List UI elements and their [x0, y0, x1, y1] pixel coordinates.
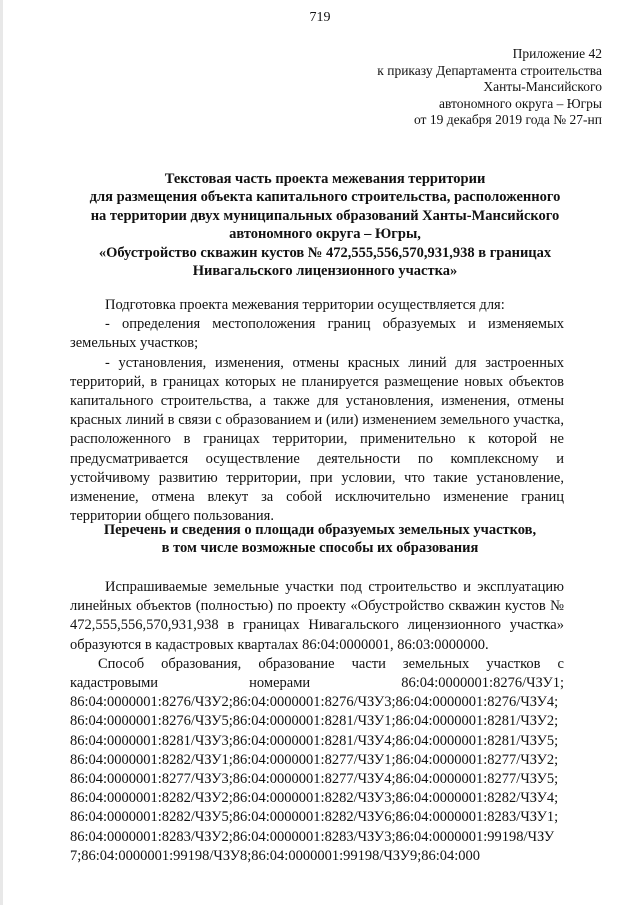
document-title: [60, 170, 590, 280]
appendix-line: к приказу Департамента строительства: [377, 62, 602, 78]
kadastr-word: кадастровыми: [70, 675, 159, 692]
appendix-line: Приложение 42: [512, 46, 602, 61]
title-line: «Обустройство скважин кустов № 472,555,556,570,931,938 в границах: [98, 244, 552, 261]
kadastr-word: 86:04:0000001:8276/ЧЗУ1;: [401, 675, 564, 692]
appendix-line: от 19 декабря 2019 года № 27-нп: [413, 112, 602, 128]
intro-paragraph: - установления, изменения, отмены красных линий для застроенных территорий, в границах которых не планируется размещение новых объектов капитального строительства, а также для установления, изменения, отмены красных линий в связи с образованием и (или) изменением земельного участка, расположенного в границах территории, применительно к которой не предусматривается осуществление деятельности по комплексному и устойчивому развитию территории, при условии, что такие установление, изменение, отмена влекут за собой исключительно изменение границ территории общего пользования.: [70, 354, 564, 525]
appendix-block: [242, 46, 602, 129]
cadastral-codes: 86:04:0000001:8276/ЧЗУ2;86:04:0000001:8276/ЧЗУ3;86:04:0000001:8276/ЧЗУ4;86:04:0000001:8276/ЧЗУ5;86:04:0000001:8281/ЧЗУ1;86:04:0000001:8281/ЧЗУ2;86:04:0000001:8281/ЧЗУ3;86:04:0000001:8281/ЧЗУ4;86:04:0000001:8281/ЧЗУ5;86:04:0000001:8282/ЧЗУ1;86:04:0000001:8277/ЧЗУ1;86:04:0000001:8277/ЧЗУ2;86:04:0000001:8277/ЧЗУ3;86:04:0000001:8277/ЧЗУ4;86:04:0000001:8277/ЧЗУ5;86:04:0000001:8282/ЧЗУ2;86:04:0000001:8282/ЧЗУ3;86:04:0000001:8282/ЧЗУ4;86:04:0000001:8282/ЧЗУ5;86:04:0000001:8282/ЧЗУ6;86:04:0000001:8283/ЧЗУ1;86:04:0000001:8283/ЧЗУ2;86:04:0000001:8283/ЧЗУ3;86:04:0000001:99198/ЧЗУ7;86:04:0000001:99198/ЧЗУ8;86:04:0000001:99198/ЧЗУ9;86:04:000: [70, 694, 559, 864]
title-line: автономного округа – Югры,: [229, 226, 421, 243]
section-paragraph-intro: Способ образования, образование части земельных участков с: [98, 655, 564, 672]
intro-paragraph: - определения местоположения границ образуемых и изменяемых земельных участков;: [70, 316, 564, 352]
appendix-line: автономного округа – Югры: [439, 95, 602, 111]
title-line: на территории двух муниципальных образований Ханты-Мансийского: [90, 207, 560, 224]
intro-section: [70, 296, 564, 526]
kadastr-word: номерами: [249, 675, 311, 692]
page-number: 719: [309, 10, 331, 25]
kadastr-line: [70, 674, 564, 693]
title-line: Текстовая часть проекта межевания территории: [164, 171, 486, 187]
title-line: для размещения объекта капитального строительства, расположенного: [89, 189, 561, 206]
appendix-line: Ханты-Мансийского: [483, 79, 602, 95]
section-title-line: в том числе возможные способы их образования: [161, 540, 479, 557]
section-title: [70, 521, 570, 558]
scan-edge: [0, 0, 3, 905]
section-title-line: Перечень и сведения о площади образуемых земельных участков,: [103, 522, 537, 538]
intro-paragraph: Подготовка проекта межевания территории осуществляется для:: [105, 297, 505, 313]
section-paragraph: Испрашиваемые земельные участки под строительство и эксплуатацию линейных объектов (полностью) по проекту «Обустройство скважин кустов № 472,555,556,570,931,938 в границах Нивагальского лицензионного участка» образуются в кадастровых кварталах 86:04:0000001, 86:03:0000000.: [70, 579, 564, 653]
section-body: [70, 578, 564, 866]
title-line: Нивагальского лицензионного участка»: [192, 263, 458, 280]
